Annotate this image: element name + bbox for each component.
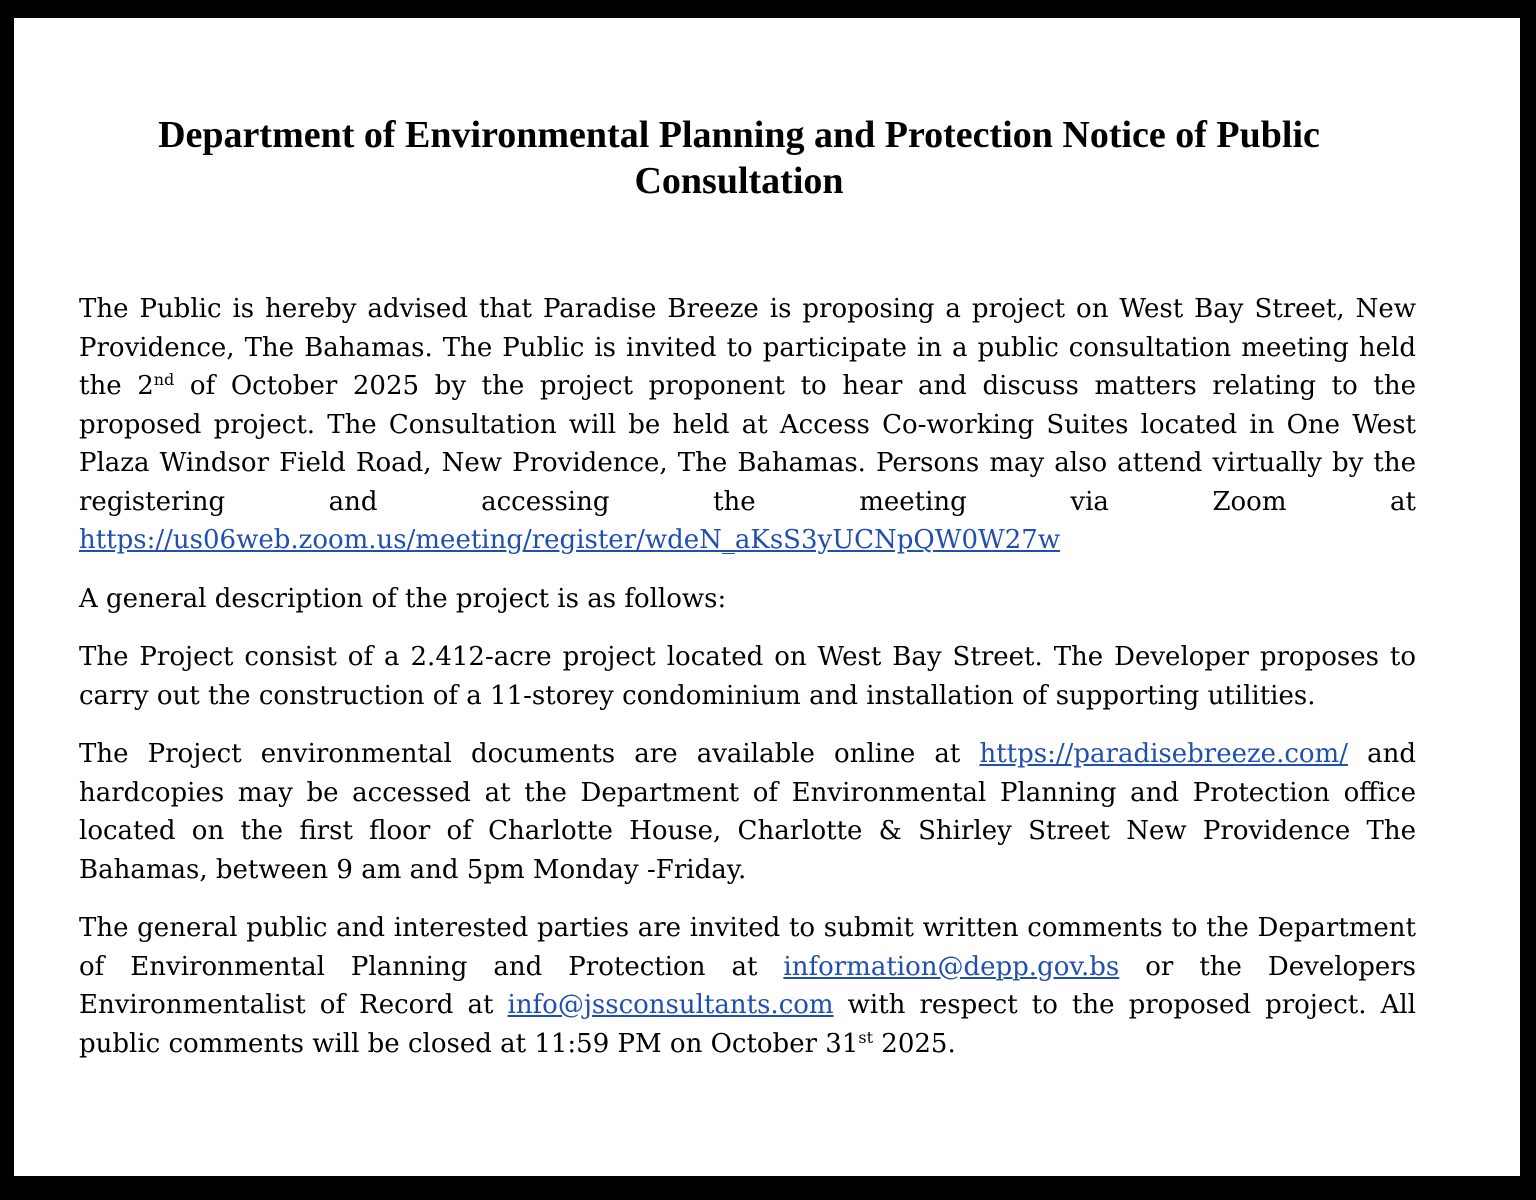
paragraph-comments [79, 909, 1416, 1063]
notice-title: Department of Environmental Planning and Protection Notice of Public Consultation [158, 114, 1320, 202]
paragraph-documents [79, 735, 1416, 889]
intro-text-2: of October 2025 by the project proponent to hear and discuss matters relating to the proposed project. The Consultation will be held at Access Co-working Suites located in One West Plaza Windsor Field Road, New Providence, The Bahamas. Persons may also attend virtually by the registering and accessing the meeting via Zoom at [79, 371, 1416, 517]
consultant-email-link[interactable]: info@jssconsultants.com [507, 990, 834, 1020]
comments-text-1: The general public and interested parties are invited to submit written comments to the Department of Environmental Planning and Protection at [79, 913, 1416, 982]
ordinal-suffix-st: st [858, 1027, 874, 1047]
depp-email-link[interactable]: information@depp.gov.bs [783, 951, 1120, 982]
intro-text-1: The Public is hereby advised that Paradise Breeze is proposing a project on West Bay Street, New Providence, The Bahamas. The Public is invited to participate in a public consultation meeting held the 2 [79, 294, 1416, 401]
comments-text-2: or the Developers Environmentalist of Record at [79, 951, 1416, 1020]
paragraph-intro [79, 290, 1416, 560]
documents-text-1: The Project environmental documents are available online at [79, 739, 980, 769]
ordinal-suffix-nd: nd [153, 370, 175, 389]
documents-text-2: and hardcopies may be accessed at the Department of Environmental Planning and Protection office located on the first floor of Charlotte House, Charlotte & Shirley Street New Providence The Bahamas, between 9 am and 5pm Monday -Friday. [79, 739, 1417, 885]
comments-text-4: 2025. [873, 1028, 956, 1059]
zoom-registration-link[interactable]: https://us06web.zoom.us/meeting/register/wdeN_aKsS3yUCNpQW0W27w [79, 525, 1061, 555]
paradise-breeze-website-link[interactable]: https://paradisebreeze.com/ [979, 739, 1348, 769]
document-page [14, 18, 1520, 1176]
paragraph-description-lead: A general description of the project is as follows: [79, 583, 727, 614]
comments-text-3: with respect to the proposed project. All public comments will be closed at 11:59 PM on October 31 [79, 990, 1417, 1059]
paragraph-project-description: The Project consist of a 2.412-acre project located on West Bay Street. The Developer proposes to carry out the construction of a 11-storey condominium and installation of supporting utilities. [79, 642, 1416, 711]
notice-body [79, 290, 1416, 1083]
